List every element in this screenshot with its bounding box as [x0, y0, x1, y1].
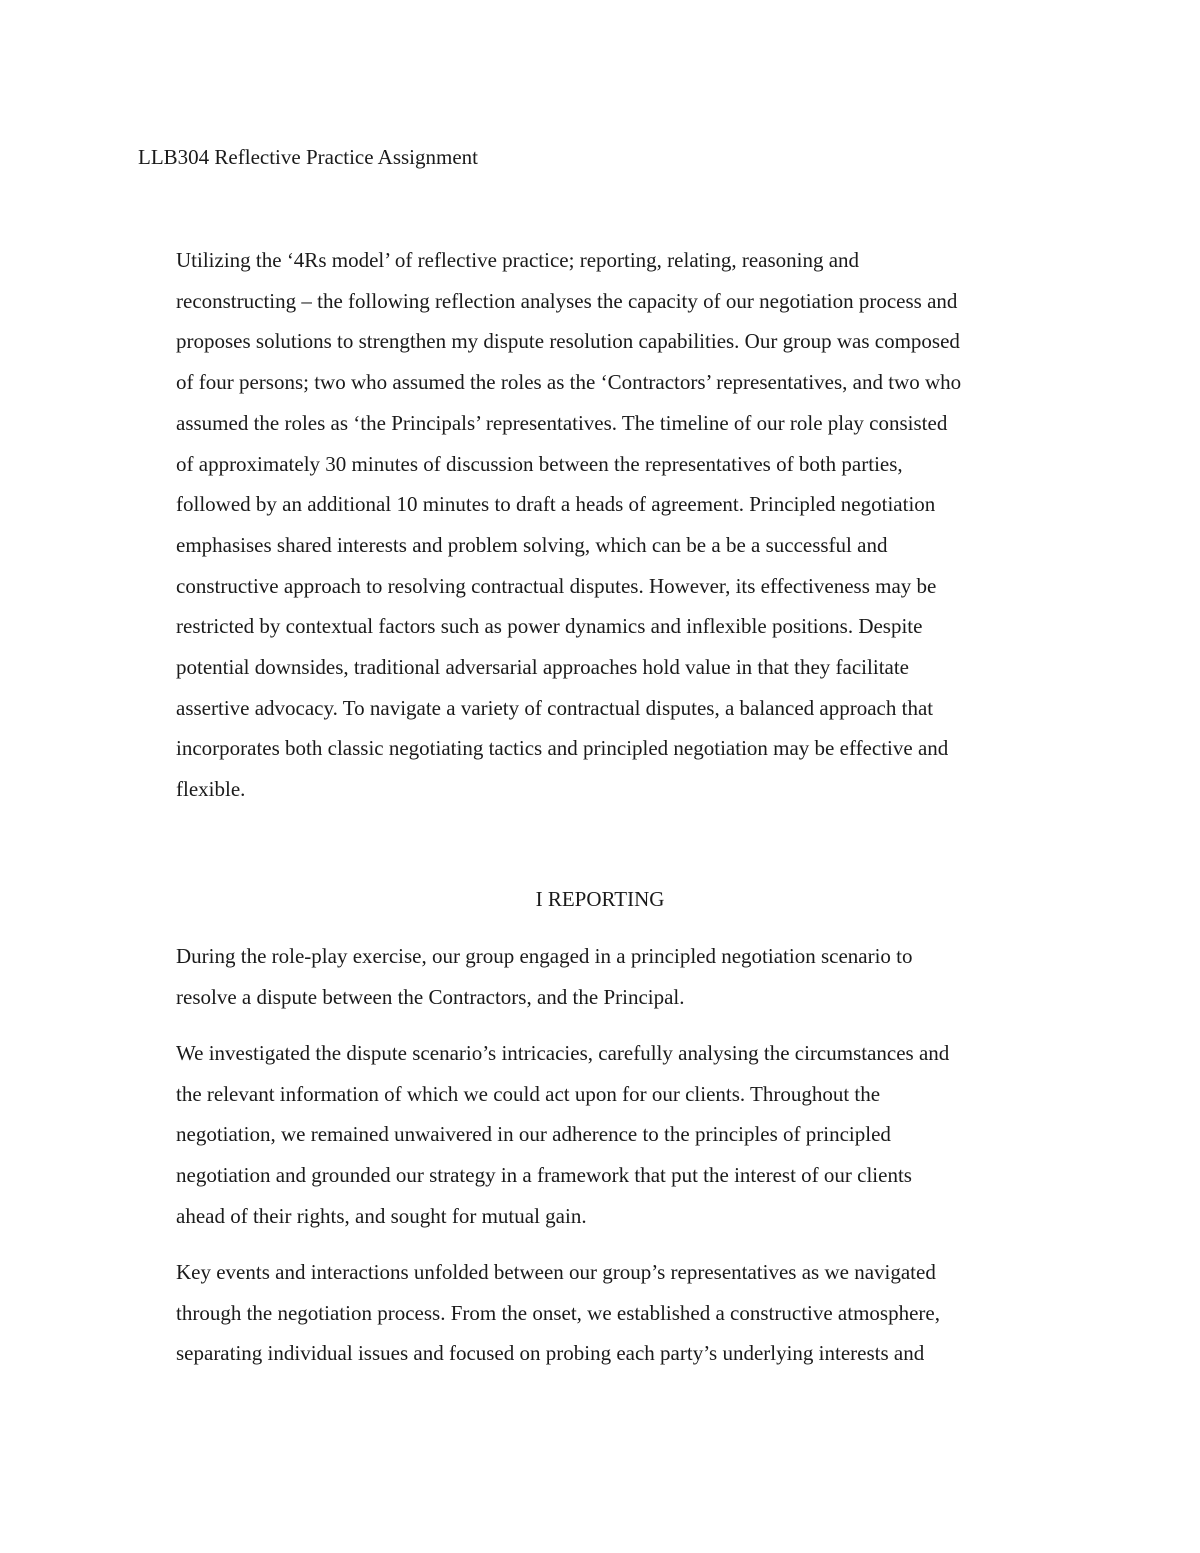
text-line: During the role-play exercise, our group engaged in a principled negotiation scenario to	[176, 944, 913, 968]
text-line: of four persons; two who assumed the roles as the ‘Contractors’ representatives, and two who	[176, 370, 962, 395]
text-line: constructive approach to resolving contractual disputes. However, its effectiveness may be	[176, 573, 937, 598]
text-line: negotiation and grounded our strategy in a framework that put the interest of our clients	[176, 1163, 912, 1188]
intro-paragraph	[176, 240, 1086, 810]
text-line: through the negotiation process. From the onset, we established a constructive atmosphere,	[176, 1300, 940, 1325]
text-line: of approximately 30 minutes of discussion between the representatives of both parties,	[176, 451, 903, 476]
text-line: resolve a dispute between the Contractors, and the Principal.	[176, 984, 685, 1009]
reporting-paragraph-3	[176, 1252, 1086, 1374]
text-line: assumed the roles as ‘the Principals’ representatives. The timeline of our role play consisted	[176, 410, 948, 435]
text-line: flexible.	[176, 777, 246, 802]
text-line: followed by an additional 10 minutes to draft a heads of agreement. Principled negotiation	[176, 492, 936, 517]
text-line: negotiation, we remained unwaivered in our adherence to the principles of principled	[176, 1122, 891, 1147]
text-line: assertive advocacy. To navigate a variety of contractual disputes, a balanced approach that	[176, 695, 934, 720]
text-line: potential downsides, traditional adversarial approaches hold value in that they facilitate	[176, 655, 910, 680]
text-line: the relevant information of which we could act upon for our clients. Throughout the	[176, 1081, 881, 1106]
text-line: emphasises shared interests and problem solving, which can be a be a successful and	[176, 532, 888, 557]
text-line: ahead of their rights, and sought for mutual gain.	[176, 1203, 587, 1228]
text-line: separating individual issues and focused on probing each party’s underlying interests and	[176, 1341, 925, 1366]
text-line: Key events and interactions unfolded between our group’s representatives as we navigated	[176, 1260, 936, 1284]
reporting-paragraph-2	[176, 1033, 1086, 1237]
text-line: We investigated the dispute scenario’s intricacies, carefully analysing the circumstances and	[176, 1041, 950, 1065]
text-line: Utilizing the ‘4Rs model’ of reflective practice; reporting, relating, reasoning and	[176, 248, 860, 272]
reporting-paragraph-1	[176, 936, 1086, 1017]
section-heading: I REPORTING	[535, 887, 665, 911]
text-line: reconstructing – the following reflection analyses the capacity of our negotiation process and	[176, 288, 958, 313]
text-line: restricted by contextual factors such as power dynamics and inflexible positions. Despite	[176, 614, 923, 639]
text-line: incorporates both classic negotiating tactics and principled negotiation may be effective and	[176, 736, 949, 761]
text-line: proposes solutions to strengthen my dispute resolution capabilities. Our group was composed	[176, 329, 960, 354]
document-title: LLB304 Reflective Practice Assignment	[138, 145, 478, 169]
